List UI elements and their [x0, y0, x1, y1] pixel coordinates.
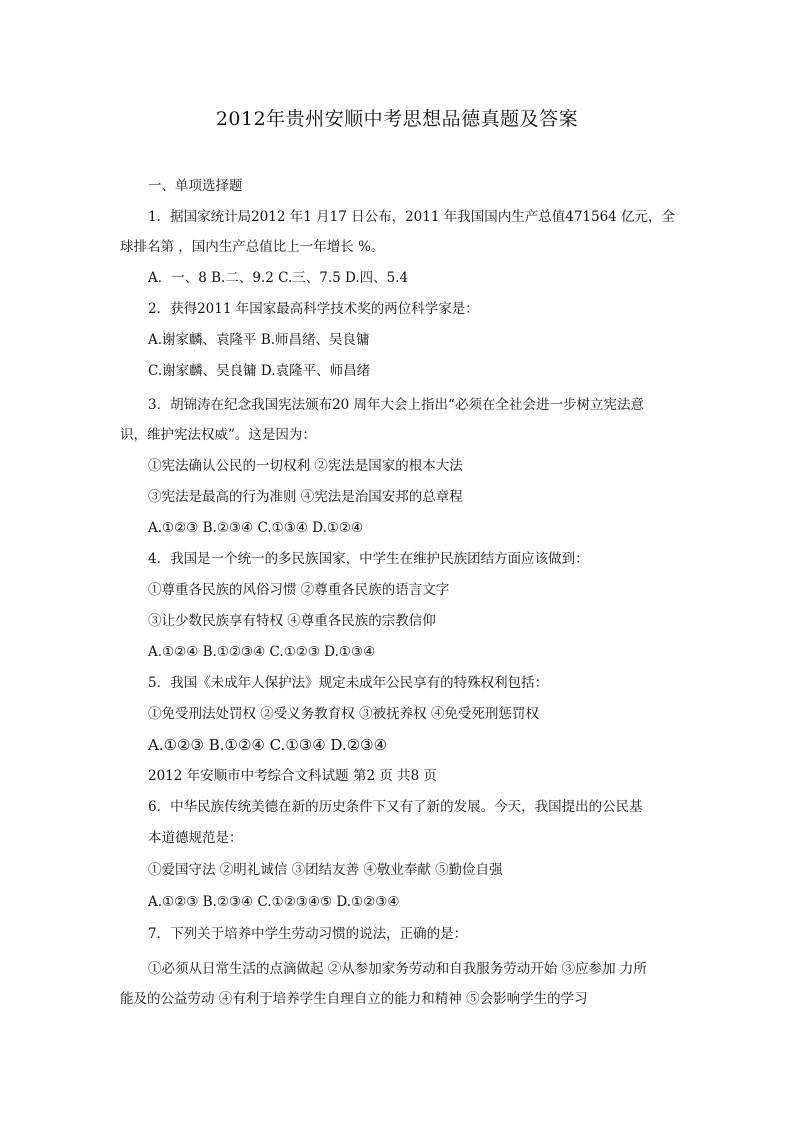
question-1-options: A．一、8 B.二、9.2 C.三、7.5 D.四、5.4 [148, 270, 409, 286]
section-heading: 一、单项选择题 [148, 178, 243, 194]
question-4-items-12: ①尊重各民族的风俗习惯 ②尊重各民族的语言文字 [148, 582, 450, 598]
question-2-options-cd: C.谢家麟、吴良镛 D.袁隆平、师昌绪 [148, 363, 371, 379]
question-5-stem: 5．我国《未成年人保护法》规定未成年公民享有的特殊权利包括： [148, 675, 549, 691]
question-5-items: ①免受刑法处罚权 ②受义务教育权 ③被抚养权 ④免受死刑惩罚权 [148, 706, 539, 722]
question-4-items-34: ③让少数民族享有特权 ④尊重各民族的宗教信仰 [148, 613, 436, 629]
question-7-items-line-1: ①必须从日常生活的点滴做起 ②从参加家务劳动和自我服务劳动开始 ③应参加 力所 [148, 961, 647, 977]
question-6-line-2: 本道德规范是： [148, 830, 243, 846]
question-6-options: A.①②③ B.②③④ C.①②③④⑤ D.①②③④ [148, 894, 400, 910]
question-7-stem: 7．下列关于培养中学生劳动习惯的说法，正确的是： [148, 926, 468, 942]
question-2-stem: 2．获得2011 年国家最高科学技术奖的两位科学家是： [148, 301, 479, 317]
question-1-line-1: 1．据国家统计局2012 年1 月17 日公布，2011 年我国国内生产总值471564 亿元，全 [148, 209, 676, 225]
page-title: 2012年贵州安顺中考思想品德真题及答案 [215, 108, 579, 130]
question-6-line-1: 6．中华民族传统美德在新的历史条件下又有了新的发展。今天，我国提出的公民基 [148, 799, 643, 815]
question-3-options: A.①②③ B.②③④ C.①③④ D.①②④ [148, 520, 364, 536]
question-3-line-2: 识，维护宪法权威”。这是因为： [120, 427, 316, 443]
question-5-options: A.①②③ B.①②④ C.①③④ D.②③④ [148, 736, 388, 754]
question-3-items-12: ①宪法确认公民的一切权利 ②宪法是国家的根本大法 [148, 458, 463, 474]
question-7-items-line-2: 能及的公益劳动 ④有利于培养学生自理自立的能力和精神 ⑤会影响学生的学习 [120, 991, 588, 1007]
question-6-items: ①爱国守法 ②明礼诚信 ③团结友善 ④敬业奉献 ⑤勤俭自强 [148, 862, 503, 878]
page-footer-note: 2012 年安顺市中考综合文科试题 第2 页 共8 页 [148, 768, 437, 784]
question-2-options-ab: A.谢家麟、袁隆平 B.师昌绪、吴良镛 [148, 332, 370, 348]
question-4-options: A.①②④ B.①②③④ C.①②③ D.①③④ [148, 644, 376, 660]
question-1-line-2: 球排名第 ，国内生产总值比上一年增长 %。 [120, 239, 385, 255]
question-3-items-34: ③宪法是最高的行为准则 ④宪法是治国安邦的总章程 [148, 489, 463, 505]
question-3-line-1: 3．胡锦涛在纪念我国宪法颁布20 周年大会上指出“必须在全社会进一步树立宪法意 [148, 397, 644, 413]
question-4-stem: 4．我国是一个统一的多民族国家，中学生在维护民族团结方面应该做到： [148, 551, 589, 567]
